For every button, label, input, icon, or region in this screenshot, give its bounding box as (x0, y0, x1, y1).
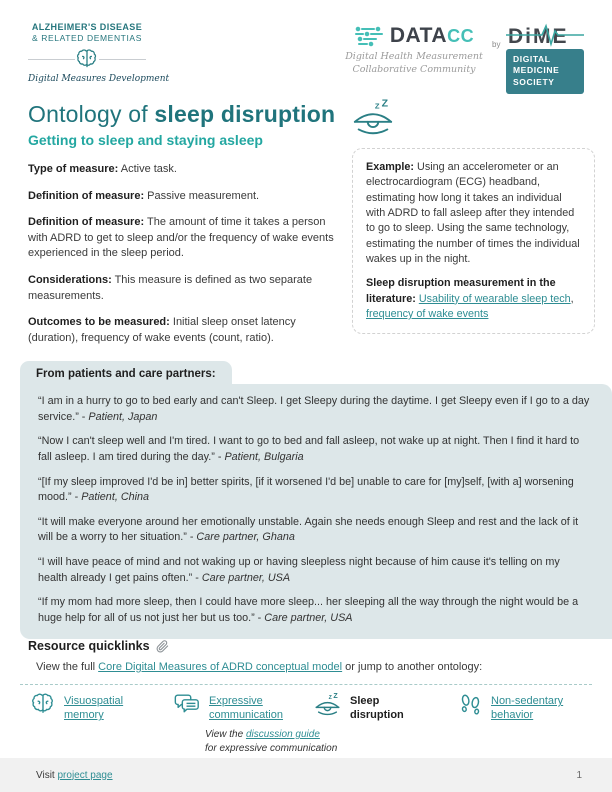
by-label: by (492, 40, 501, 49)
quote-bulgaria: “Now I can't sleep well and I'm tired. I want to go to bed and fall asleep, not wake up at night. Then I find it hard to fall asleep. I am tired during the day.” - Patient, Bulgaria (38, 435, 580, 463)
quicklink-label: Sleep disruption (350, 695, 404, 722)
quicklink-label: Non-sedentary behavior (491, 695, 564, 722)
example-text: Example: Using an accelerometer or an electrocardiogram (ECG) headband, estimating how long it takes an individual with ADRD to fall asleep after they intended to go to sleep. Using the same technology, estimating the number of times the individual wakes up in the night. (366, 161, 580, 265)
brain-circuit-icon (75, 48, 99, 70)
measure-detail-definition-2: Definition of measure: The amount of time it takes a person with ADRD to get to sleep and/or the frequency of wake events experienced in the sleep period. (28, 216, 334, 260)
resources-heading: Resource quicklinks (28, 639, 169, 653)
quicklink-visuospatial-memory[interactable] (30, 692, 136, 723)
example-callout-box (352, 148, 595, 334)
quote-japan: “I am in a hurry to go to bed early and can't Sleep. I get Sleepy during the daytime. I get Sleepy even if I go to a day service.” - Patient, Japan (38, 395, 590, 423)
quicklink-non-sedentary-behavior[interactable] (458, 692, 583, 723)
page-subtitle: Getting to sleep and staying asleep (28, 132, 263, 148)
quicklink-expressive-communication[interactable] (173, 692, 309, 723)
dashed-separator (20, 684, 592, 685)
quotes-section (20, 384, 612, 639)
measure-detail-outcomes: Outcomes to be measured: Initial sleep onset latency (duration), frequency of wake events (count, ratio). (28, 316, 296, 344)
svg-text:Z: Z (381, 97, 389, 110)
measure-detail-type: Type of measure: Active task. (28, 163, 177, 175)
quotes-section-heading: From patients and care partners: (20, 361, 232, 385)
datacc-wordmark: DATACC (389, 24, 475, 47)
quicklink-label: Expressive communication (209, 695, 283, 722)
adrd-program-logo (28, 22, 170, 84)
adrd-logo-divider (28, 48, 146, 70)
adrd-logo-tagline: Digital Measures Development (28, 74, 170, 84)
resources-intro: View the full Core Digital Measures of ADRD conceptual model or jump to another ontology: (36, 661, 483, 673)
quicklink-label: Visuospatial memory (64, 695, 124, 722)
discussion-guide-link[interactable]: discussion guide (245, 729, 320, 740)
measure-detail-considerations: Considerations: This measure is defined as two separate measurements. (28, 274, 313, 302)
quote-ghana: “It will make everyone around her emotionally unstable. Again she needs enough Sleep and rest and the lack of it will be a worry to her situation.” - Care partner, Ghana (38, 515, 579, 544)
quote-china: “[If my sleep improved I'd be in] better spirits, [if it worsened I'd be] unable to care for [my]self, [with a] worsening mood.” - Patient, China (38, 475, 574, 504)
svg-text:DiME: DiME (508, 25, 569, 48)
project-page-link[interactable]: project page (57, 769, 113, 781)
dime-society-box: DIGITAL MEDICINE SOCIETY (506, 49, 584, 94)
page-number: 1 (576, 769, 582, 781)
quote-usa-2: “If my mom had more sleep, then I could have more sleep... her sleeping all the way through the night would be a huge help for all of us not just her but us too.” - Care partner, USA (38, 596, 579, 625)
measure-detail-definition-1: Definition of measure: Passive measurement. (28, 189, 260, 202)
datacc-tagline: Digital Health Measurement Collaborative Community (345, 51, 483, 75)
footprints-icon (458, 692, 483, 717)
dime-wordmark-icon (506, 22, 584, 48)
conceptual-model-link[interactable]: Core Digital Measures of ADRD conceptual model (98, 661, 343, 673)
page-title: Ontology of sleep disruption (28, 101, 336, 127)
datacc-mark-icon (354, 24, 384, 48)
svg-text:Z: Z (328, 695, 332, 702)
discussion-guide-note: View the discussion guide for expressive communication (205, 729, 338, 754)
footer-visit: Visit project page (36, 769, 113, 781)
svg-text:Z: Z (333, 692, 338, 700)
literature-links: Sleep disruption measurement in the literature: Usability of wearable sleep tech, frequency of wake events (366, 277, 574, 320)
adrd-logo-line2: & RELATED DEMENTIAS (32, 33, 142, 43)
dime-logo (506, 22, 584, 94)
brain-icon (30, 692, 56, 716)
svg-text:Z: Z (374, 101, 380, 111)
datacc-logo (338, 24, 490, 77)
literature-link-frequency-wake-events[interactable]: frequency of wake events (366, 307, 489, 320)
adrd-logo-line1: ALZHEIMER'S DISEASE (31, 22, 143, 32)
sleepy-eye-icon-small (313, 692, 342, 718)
quote-usa-1: “I will have peace of mind and not waking up or having sleepless night because of him cause it's telling on my health already I get pains often.” - Care partner, USA (38, 556, 560, 584)
paperclip-icon (156, 640, 169, 653)
speech-bubbles-icon (173, 692, 201, 717)
sleepy-eye-icon (350, 97, 396, 139)
page-footer (0, 758, 612, 792)
literature-link-wearable-sleep-tech[interactable]: Usability of wearable sleep tech (418, 292, 571, 305)
quicklink-sleep-disruption-current[interactable] (313, 692, 416, 723)
measure-details (28, 162, 348, 357)
